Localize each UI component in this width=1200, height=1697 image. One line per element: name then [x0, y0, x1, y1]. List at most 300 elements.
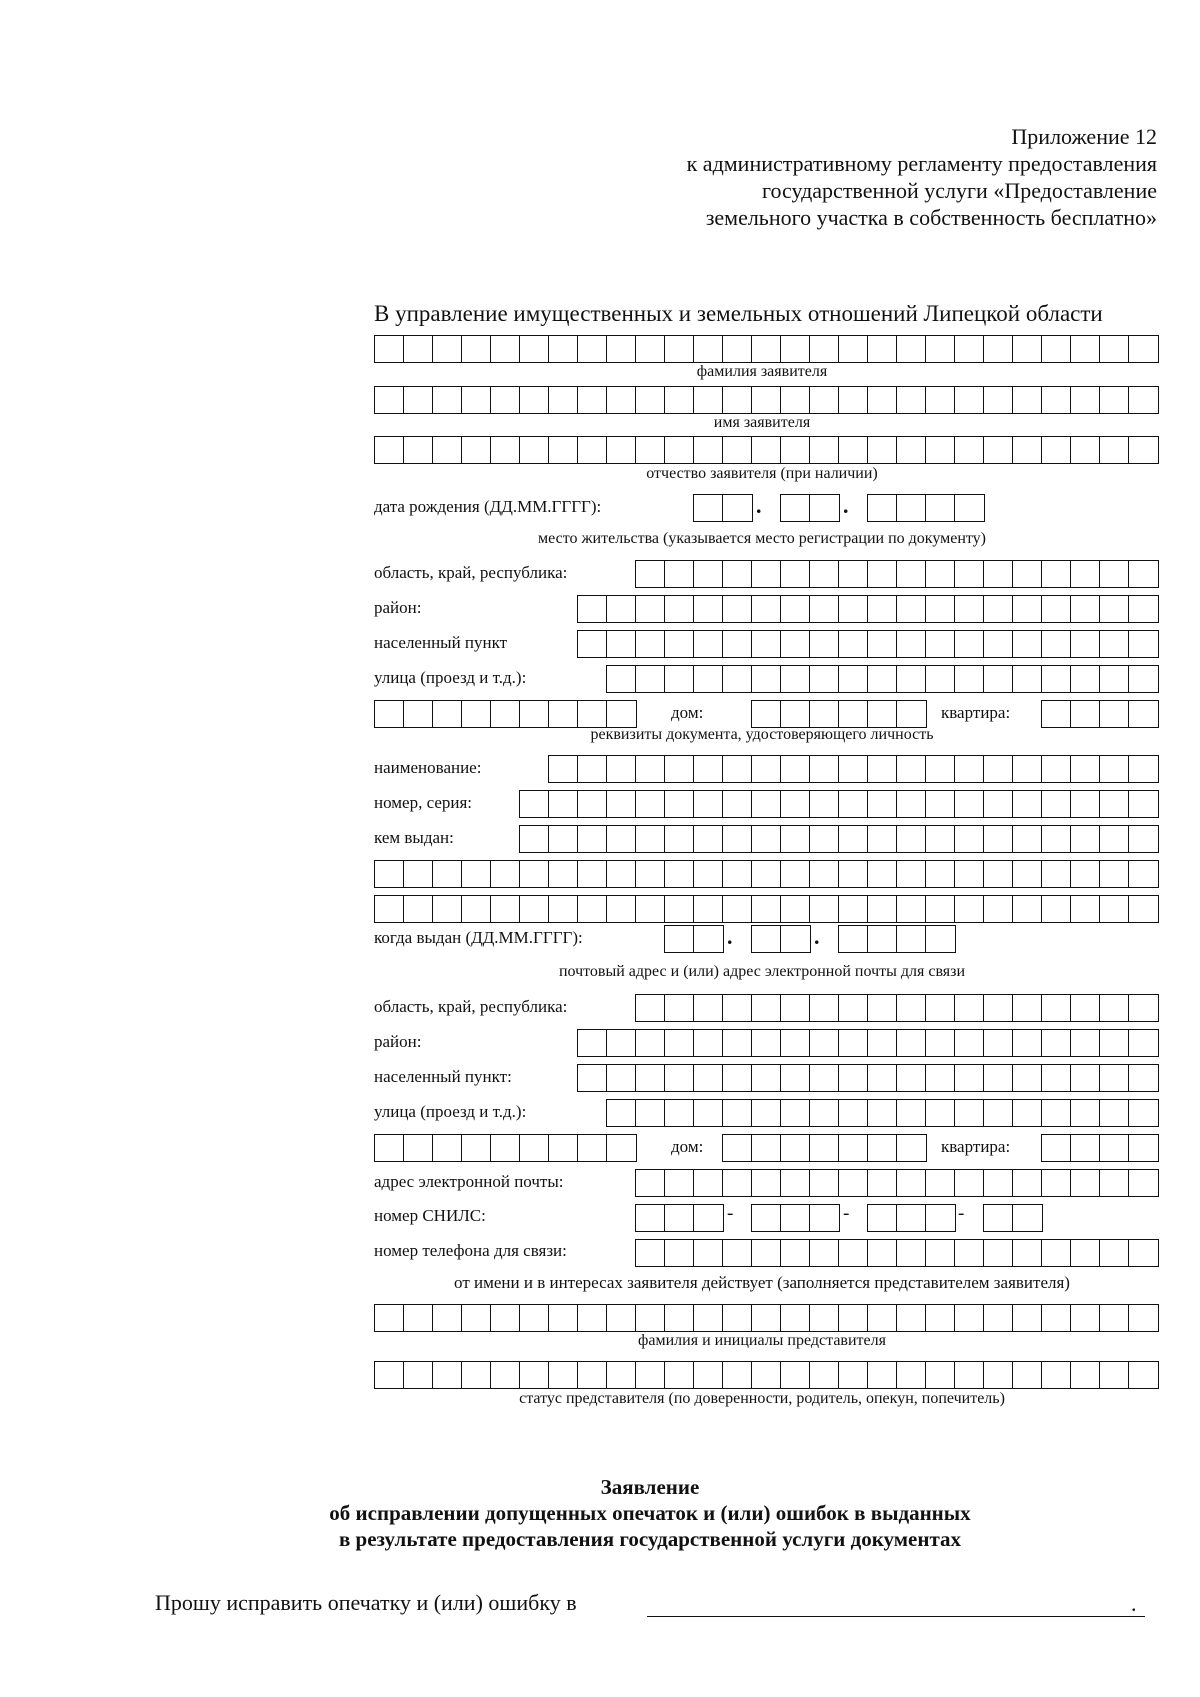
input-cell[interactable]	[954, 1099, 985, 1127]
input-cell[interactable]	[867, 860, 898, 888]
input-cell[interactable]	[1041, 1029, 1072, 1057]
input-cell[interactable]	[606, 1134, 637, 1162]
input-cell[interactable]	[664, 1029, 695, 1057]
input-cell[interactable]	[403, 1361, 434, 1389]
input-cell[interactable]	[693, 860, 724, 888]
input-cell[interactable]	[809, 560, 840, 588]
input-cell[interactable]	[548, 790, 579, 818]
input-cell[interactable]	[925, 436, 956, 464]
input-cell[interactable]	[577, 895, 608, 923]
input-cell[interactable]	[1128, 1239, 1159, 1267]
input-cell[interactable]	[606, 630, 637, 658]
input-cell[interactable]	[954, 825, 985, 853]
input-cell[interactable]	[664, 1304, 695, 1332]
input-cell[interactable]	[519, 1304, 550, 1332]
input-cell[interactable]	[548, 895, 579, 923]
input-cell[interactable]	[432, 1361, 463, 1389]
input-cell[interactable]	[780, 1204, 811, 1232]
input-cell[interactable]	[1012, 895, 1043, 923]
input-cell[interactable]	[693, 335, 724, 363]
input-cell[interactable]	[693, 1064, 724, 1092]
input-cell[interactable]	[548, 436, 579, 464]
input-cell[interactable]	[896, 790, 927, 818]
input-cell[interactable]	[1128, 1304, 1159, 1332]
input-cell[interactable]	[635, 436, 666, 464]
input-cell[interactable]	[751, 700, 782, 728]
input-cell[interactable]	[1041, 436, 1072, 464]
input-cell[interactable]	[664, 386, 695, 414]
input-cell[interactable]	[577, 1064, 608, 1092]
input-cell[interactable]	[1070, 386, 1101, 414]
input-cell[interactable]	[983, 1239, 1014, 1267]
input-cell[interactable]	[809, 1134, 840, 1162]
input-cell[interactable]	[1070, 994, 1101, 1022]
input-cell[interactable]	[1041, 560, 1072, 588]
input-cell[interactable]	[490, 436, 521, 464]
input-cell[interactable]	[461, 860, 492, 888]
input-cell[interactable]	[1128, 386, 1159, 414]
input-cell[interactable]	[722, 1099, 753, 1127]
input-cell[interactable]	[751, 630, 782, 658]
input-cell[interactable]	[751, 560, 782, 588]
input-cell[interactable]	[635, 825, 666, 853]
input-cell[interactable]	[664, 595, 695, 623]
input-cell[interactable]	[1012, 1204, 1043, 1232]
input-cell[interactable]	[809, 1029, 840, 1057]
input-cell[interactable]	[722, 755, 753, 783]
input-cell[interactable]	[838, 436, 869, 464]
input-cell[interactable]	[780, 860, 811, 888]
input-cell[interactable]	[1070, 700, 1101, 728]
input-cell[interactable]	[403, 1304, 434, 1332]
input-cell[interactable]	[925, 595, 956, 623]
input-cell[interactable]	[1041, 665, 1072, 693]
input-cell[interactable]	[374, 386, 405, 414]
input-cell[interactable]	[867, 1134, 898, 1162]
input-cell[interactable]	[722, 1134, 753, 1162]
input-cell[interactable]	[1128, 700, 1159, 728]
input-cell[interactable]	[1070, 1064, 1101, 1092]
input-cell[interactable]	[693, 1204, 724, 1232]
input-cell[interactable]	[1070, 436, 1101, 464]
input-cell[interactable]	[751, 755, 782, 783]
input-cell[interactable]	[664, 560, 695, 588]
input-cell[interactable]	[1070, 895, 1101, 923]
input-cell[interactable]	[983, 994, 1014, 1022]
input-cell[interactable]	[838, 630, 869, 658]
input-cell[interactable]	[1012, 560, 1043, 588]
input-cell[interactable]	[838, 665, 869, 693]
input-cell[interactable]	[751, 386, 782, 414]
input-cell[interactable]	[1099, 595, 1130, 623]
input-cell[interactable]	[635, 860, 666, 888]
input-cell[interactable]	[1041, 700, 1072, 728]
input-cell[interactable]	[1012, 386, 1043, 414]
input-cell[interactable]	[896, 925, 927, 953]
input-cell[interactable]	[983, 1099, 1014, 1127]
input-cell[interactable]	[867, 895, 898, 923]
input-cell[interactable]	[809, 335, 840, 363]
input-cell[interactable]	[954, 630, 985, 658]
input-cell[interactable]	[1070, 1029, 1101, 1057]
input-cell[interactable]	[519, 1361, 550, 1389]
input-cell[interactable]	[577, 790, 608, 818]
input-cell[interactable]	[606, 386, 637, 414]
input-cell[interactable]	[577, 755, 608, 783]
input-cell[interactable]	[461, 386, 492, 414]
input-cell[interactable]	[1012, 665, 1043, 693]
input-cell[interactable]	[1012, 825, 1043, 853]
input-cell[interactable]	[374, 436, 405, 464]
input-cell[interactable]	[577, 1361, 608, 1389]
input-cell[interactable]	[1128, 825, 1159, 853]
input-cell[interactable]	[722, 1361, 753, 1389]
input-cell[interactable]	[722, 560, 753, 588]
input-cell[interactable]	[954, 1029, 985, 1057]
input-cell[interactable]	[838, 700, 869, 728]
input-cell[interactable]	[1012, 994, 1043, 1022]
input-cell[interactable]	[1070, 1304, 1101, 1332]
input-cell[interactable]	[1012, 790, 1043, 818]
input-cell[interactable]	[1128, 790, 1159, 818]
input-cell[interactable]	[403, 700, 434, 728]
input-cell[interactable]	[403, 860, 434, 888]
input-cell[interactable]	[1012, 595, 1043, 623]
input-cell[interactable]	[664, 925, 695, 953]
input-cell[interactable]	[780, 925, 811, 953]
input-cell[interactable]	[1099, 1361, 1130, 1389]
input-cell[interactable]	[867, 1064, 898, 1092]
input-cell[interactable]	[635, 790, 666, 818]
input-cell[interactable]	[896, 755, 927, 783]
input-cell[interactable]	[838, 595, 869, 623]
input-cell[interactable]	[577, 860, 608, 888]
input-cell[interactable]	[954, 1239, 985, 1267]
input-cell[interactable]	[1070, 665, 1101, 693]
input-cell[interactable]	[664, 755, 695, 783]
input-cell[interactable]	[577, 1304, 608, 1332]
input-cell[interactable]	[925, 925, 956, 953]
input-cell[interactable]	[1041, 386, 1072, 414]
input-cell[interactable]	[751, 1204, 782, 1232]
input-cell[interactable]	[693, 1099, 724, 1127]
input-cell[interactable]	[751, 335, 782, 363]
input-cell[interactable]	[838, 386, 869, 414]
input-cell[interactable]	[809, 436, 840, 464]
input-cell[interactable]	[867, 560, 898, 588]
input-cell[interactable]	[1128, 595, 1159, 623]
input-cell[interactable]	[809, 1169, 840, 1197]
input-cell[interactable]	[461, 895, 492, 923]
input-cell[interactable]	[954, 994, 985, 1022]
input-cell[interactable]	[838, 1064, 869, 1092]
input-cell[interactable]	[780, 665, 811, 693]
input-cell[interactable]	[780, 1239, 811, 1267]
input-cell[interactable]	[722, 860, 753, 888]
input-cell[interactable]	[983, 386, 1014, 414]
input-cell[interactable]	[983, 630, 1014, 658]
input-cell[interactable]	[1012, 1099, 1043, 1127]
input-cell[interactable]	[751, 825, 782, 853]
input-cell[interactable]	[722, 994, 753, 1022]
input-cell[interactable]	[838, 860, 869, 888]
input-cell[interactable]	[664, 1099, 695, 1127]
input-cell[interactable]	[1012, 1361, 1043, 1389]
input-cell[interactable]	[1041, 630, 1072, 658]
input-cell[interactable]	[577, 1134, 608, 1162]
input-cell[interactable]	[635, 1361, 666, 1389]
input-cell[interactable]	[1128, 335, 1159, 363]
input-cell[interactable]	[983, 895, 1014, 923]
input-cell[interactable]	[954, 665, 985, 693]
input-cell[interactable]	[867, 335, 898, 363]
input-cell[interactable]	[867, 1169, 898, 1197]
input-cell[interactable]	[635, 994, 666, 1022]
input-cell[interactable]	[838, 1099, 869, 1127]
input-cell[interactable]	[896, 1304, 927, 1332]
input-cell[interactable]	[896, 386, 927, 414]
input-cell[interactable]	[1128, 895, 1159, 923]
input-cell[interactable]	[1099, 335, 1130, 363]
input-cell[interactable]	[1070, 595, 1101, 623]
input-cell[interactable]	[722, 436, 753, 464]
input-cell[interactable]	[722, 595, 753, 623]
input-cell[interactable]	[809, 700, 840, 728]
input-cell[interactable]	[722, 1029, 753, 1057]
input-cell[interactable]	[635, 1169, 666, 1197]
input-cell[interactable]	[925, 1064, 956, 1092]
input-cell[interactable]	[809, 1304, 840, 1332]
input-cell[interactable]	[722, 895, 753, 923]
input-cell[interactable]	[751, 895, 782, 923]
input-cell[interactable]	[925, 335, 956, 363]
input-cell[interactable]	[780, 386, 811, 414]
input-cell[interactable]	[1041, 895, 1072, 923]
input-cell[interactable]	[606, 790, 637, 818]
input-cell[interactable]	[577, 386, 608, 414]
input-cell[interactable]	[693, 595, 724, 623]
input-cell[interactable]	[722, 1064, 753, 1092]
input-cell[interactable]	[1128, 1099, 1159, 1127]
input-cell[interactable]	[954, 1064, 985, 1092]
input-cell[interactable]	[809, 630, 840, 658]
input-cell[interactable]	[867, 755, 898, 783]
input-cell[interactable]	[519, 860, 550, 888]
input-cell[interactable]	[519, 335, 550, 363]
input-cell[interactable]	[548, 860, 579, 888]
input-cell[interactable]	[490, 335, 521, 363]
input-cell[interactable]	[780, 895, 811, 923]
input-cell[interactable]	[635, 1304, 666, 1332]
input-cell[interactable]	[867, 1029, 898, 1057]
input-cell[interactable]	[432, 860, 463, 888]
input-cell[interactable]	[751, 1239, 782, 1267]
input-cell[interactable]	[606, 665, 637, 693]
input-cell[interactable]	[1128, 1134, 1159, 1162]
input-cell[interactable]	[664, 1204, 695, 1232]
input-cell[interactable]	[838, 755, 869, 783]
input-cell[interactable]	[954, 1361, 985, 1389]
input-cell[interactable]	[722, 386, 753, 414]
input-cell[interactable]	[722, 494, 753, 522]
input-cell[interactable]	[780, 700, 811, 728]
input-cell[interactable]	[606, 1099, 637, 1127]
input-cell[interactable]	[867, 1099, 898, 1127]
input-cell[interactable]	[896, 1064, 927, 1092]
input-cell[interactable]	[867, 1361, 898, 1389]
input-cell[interactable]	[606, 895, 637, 923]
input-cell[interactable]	[403, 895, 434, 923]
input-cell[interactable]	[809, 1204, 840, 1232]
input-cell[interactable]	[925, 630, 956, 658]
input-cell[interactable]	[664, 1064, 695, 1092]
input-cell[interactable]	[693, 895, 724, 923]
input-cell[interactable]	[1041, 825, 1072, 853]
input-cell[interactable]	[461, 1304, 492, 1332]
input-cell[interactable]	[1099, 1304, 1130, 1332]
input-cell[interactable]	[635, 630, 666, 658]
input-cell[interactable]	[693, 755, 724, 783]
input-cell[interactable]	[925, 1099, 956, 1127]
input-cell[interactable]	[1041, 994, 1072, 1022]
input-cell[interactable]	[722, 1239, 753, 1267]
input-cell[interactable]	[519, 790, 550, 818]
input-cell[interactable]	[983, 1204, 1014, 1232]
input-cell[interactable]	[548, 335, 579, 363]
input-cell[interactable]	[519, 895, 550, 923]
input-cell[interactable]	[1041, 1361, 1072, 1389]
input-cell[interactable]	[838, 895, 869, 923]
input-cell[interactable]	[664, 436, 695, 464]
input-cell[interactable]	[809, 1064, 840, 1092]
input-cell[interactable]	[838, 1029, 869, 1057]
input-cell[interactable]	[664, 630, 695, 658]
input-cell[interactable]	[1128, 1361, 1159, 1389]
input-cell[interactable]	[664, 790, 695, 818]
input-cell[interactable]	[751, 1134, 782, 1162]
input-cell[interactable]	[751, 1029, 782, 1057]
input-cell[interactable]	[1070, 560, 1101, 588]
input-cell[interactable]	[577, 825, 608, 853]
input-cell[interactable]	[693, 994, 724, 1022]
input-cell[interactable]	[664, 1361, 695, 1389]
input-cell[interactable]	[461, 1361, 492, 1389]
input-cell[interactable]	[1012, 1064, 1043, 1092]
input-cell[interactable]	[925, 1239, 956, 1267]
input-cell[interactable]	[606, 436, 637, 464]
input-cell[interactable]	[461, 1134, 492, 1162]
input-cell[interactable]	[1099, 1099, 1130, 1127]
input-cell[interactable]	[432, 700, 463, 728]
input-cell[interactable]	[1099, 560, 1130, 588]
input-cell[interactable]	[1128, 1169, 1159, 1197]
input-cell[interactable]	[664, 825, 695, 853]
input-cell[interactable]	[867, 436, 898, 464]
input-cell[interactable]	[635, 1204, 666, 1232]
input-cell[interactable]	[403, 1134, 434, 1162]
input-cell[interactable]	[780, 755, 811, 783]
input-cell[interactable]	[867, 595, 898, 623]
input-cell[interactable]	[722, 335, 753, 363]
input-cell[interactable]	[1012, 335, 1043, 363]
input-cell[interactable]	[577, 630, 608, 658]
input-cell[interactable]	[867, 1304, 898, 1332]
input-cell[interactable]	[374, 895, 405, 923]
input-cell[interactable]	[896, 595, 927, 623]
input-cell[interactable]	[693, 1029, 724, 1057]
input-cell[interactable]	[896, 994, 927, 1022]
input-cell[interactable]	[751, 1304, 782, 1332]
input-cell[interactable]	[809, 386, 840, 414]
input-cell[interactable]	[809, 494, 840, 522]
input-cell[interactable]	[1012, 630, 1043, 658]
input-cell[interactable]	[548, 700, 579, 728]
input-cell[interactable]	[1012, 1029, 1043, 1057]
input-cell[interactable]	[751, 994, 782, 1022]
input-cell[interactable]	[983, 335, 1014, 363]
input-cell[interactable]	[1099, 1239, 1130, 1267]
input-cell[interactable]	[838, 1361, 869, 1389]
input-cell[interactable]	[809, 595, 840, 623]
input-cell[interactable]	[867, 994, 898, 1022]
input-cell[interactable]	[1041, 755, 1072, 783]
input-cell[interactable]	[780, 595, 811, 623]
input-cell[interactable]	[809, 755, 840, 783]
input-cell[interactable]	[896, 700, 927, 728]
input-cell[interactable]	[925, 895, 956, 923]
input-cell[interactable]	[780, 994, 811, 1022]
input-cell[interactable]	[751, 1361, 782, 1389]
input-cell[interactable]	[374, 1304, 405, 1332]
input-cell[interactable]	[490, 700, 521, 728]
input-cell[interactable]	[1099, 1134, 1130, 1162]
input-cell[interactable]	[374, 335, 405, 363]
input-cell[interactable]	[519, 825, 550, 853]
input-cell[interactable]	[403, 386, 434, 414]
input-cell[interactable]	[1099, 630, 1130, 658]
input-cell[interactable]	[896, 560, 927, 588]
input-cell[interactable]	[809, 665, 840, 693]
input-cell[interactable]	[809, 790, 840, 818]
input-cell[interactable]	[838, 825, 869, 853]
input-cell[interactable]	[954, 386, 985, 414]
input-cell[interactable]	[1099, 1029, 1130, 1057]
input-cell[interactable]	[925, 386, 956, 414]
input-cell[interactable]	[1099, 755, 1130, 783]
input-cell[interactable]	[983, 1169, 1014, 1197]
input-cell[interactable]	[664, 665, 695, 693]
input-cell[interactable]	[780, 1169, 811, 1197]
input-cell[interactable]	[1099, 790, 1130, 818]
input-cell[interactable]	[896, 494, 927, 522]
input-cell[interactable]	[1041, 1304, 1072, 1332]
input-cell[interactable]	[751, 1099, 782, 1127]
input-cell[interactable]	[925, 860, 956, 888]
input-cell[interactable]	[751, 665, 782, 693]
input-cell[interactable]	[1070, 1361, 1101, 1389]
input-cell[interactable]	[693, 1361, 724, 1389]
input-cell[interactable]	[1099, 665, 1130, 693]
input-cell[interactable]	[983, 1361, 1014, 1389]
input-cell[interactable]	[954, 860, 985, 888]
input-cell[interactable]	[606, 860, 637, 888]
input-cell[interactable]	[838, 1134, 869, 1162]
input-cell[interactable]	[693, 925, 724, 953]
input-cell[interactable]	[896, 1099, 927, 1127]
input-cell[interactable]	[722, 630, 753, 658]
input-cell[interactable]	[1070, 790, 1101, 818]
input-cell[interactable]	[490, 1304, 521, 1332]
